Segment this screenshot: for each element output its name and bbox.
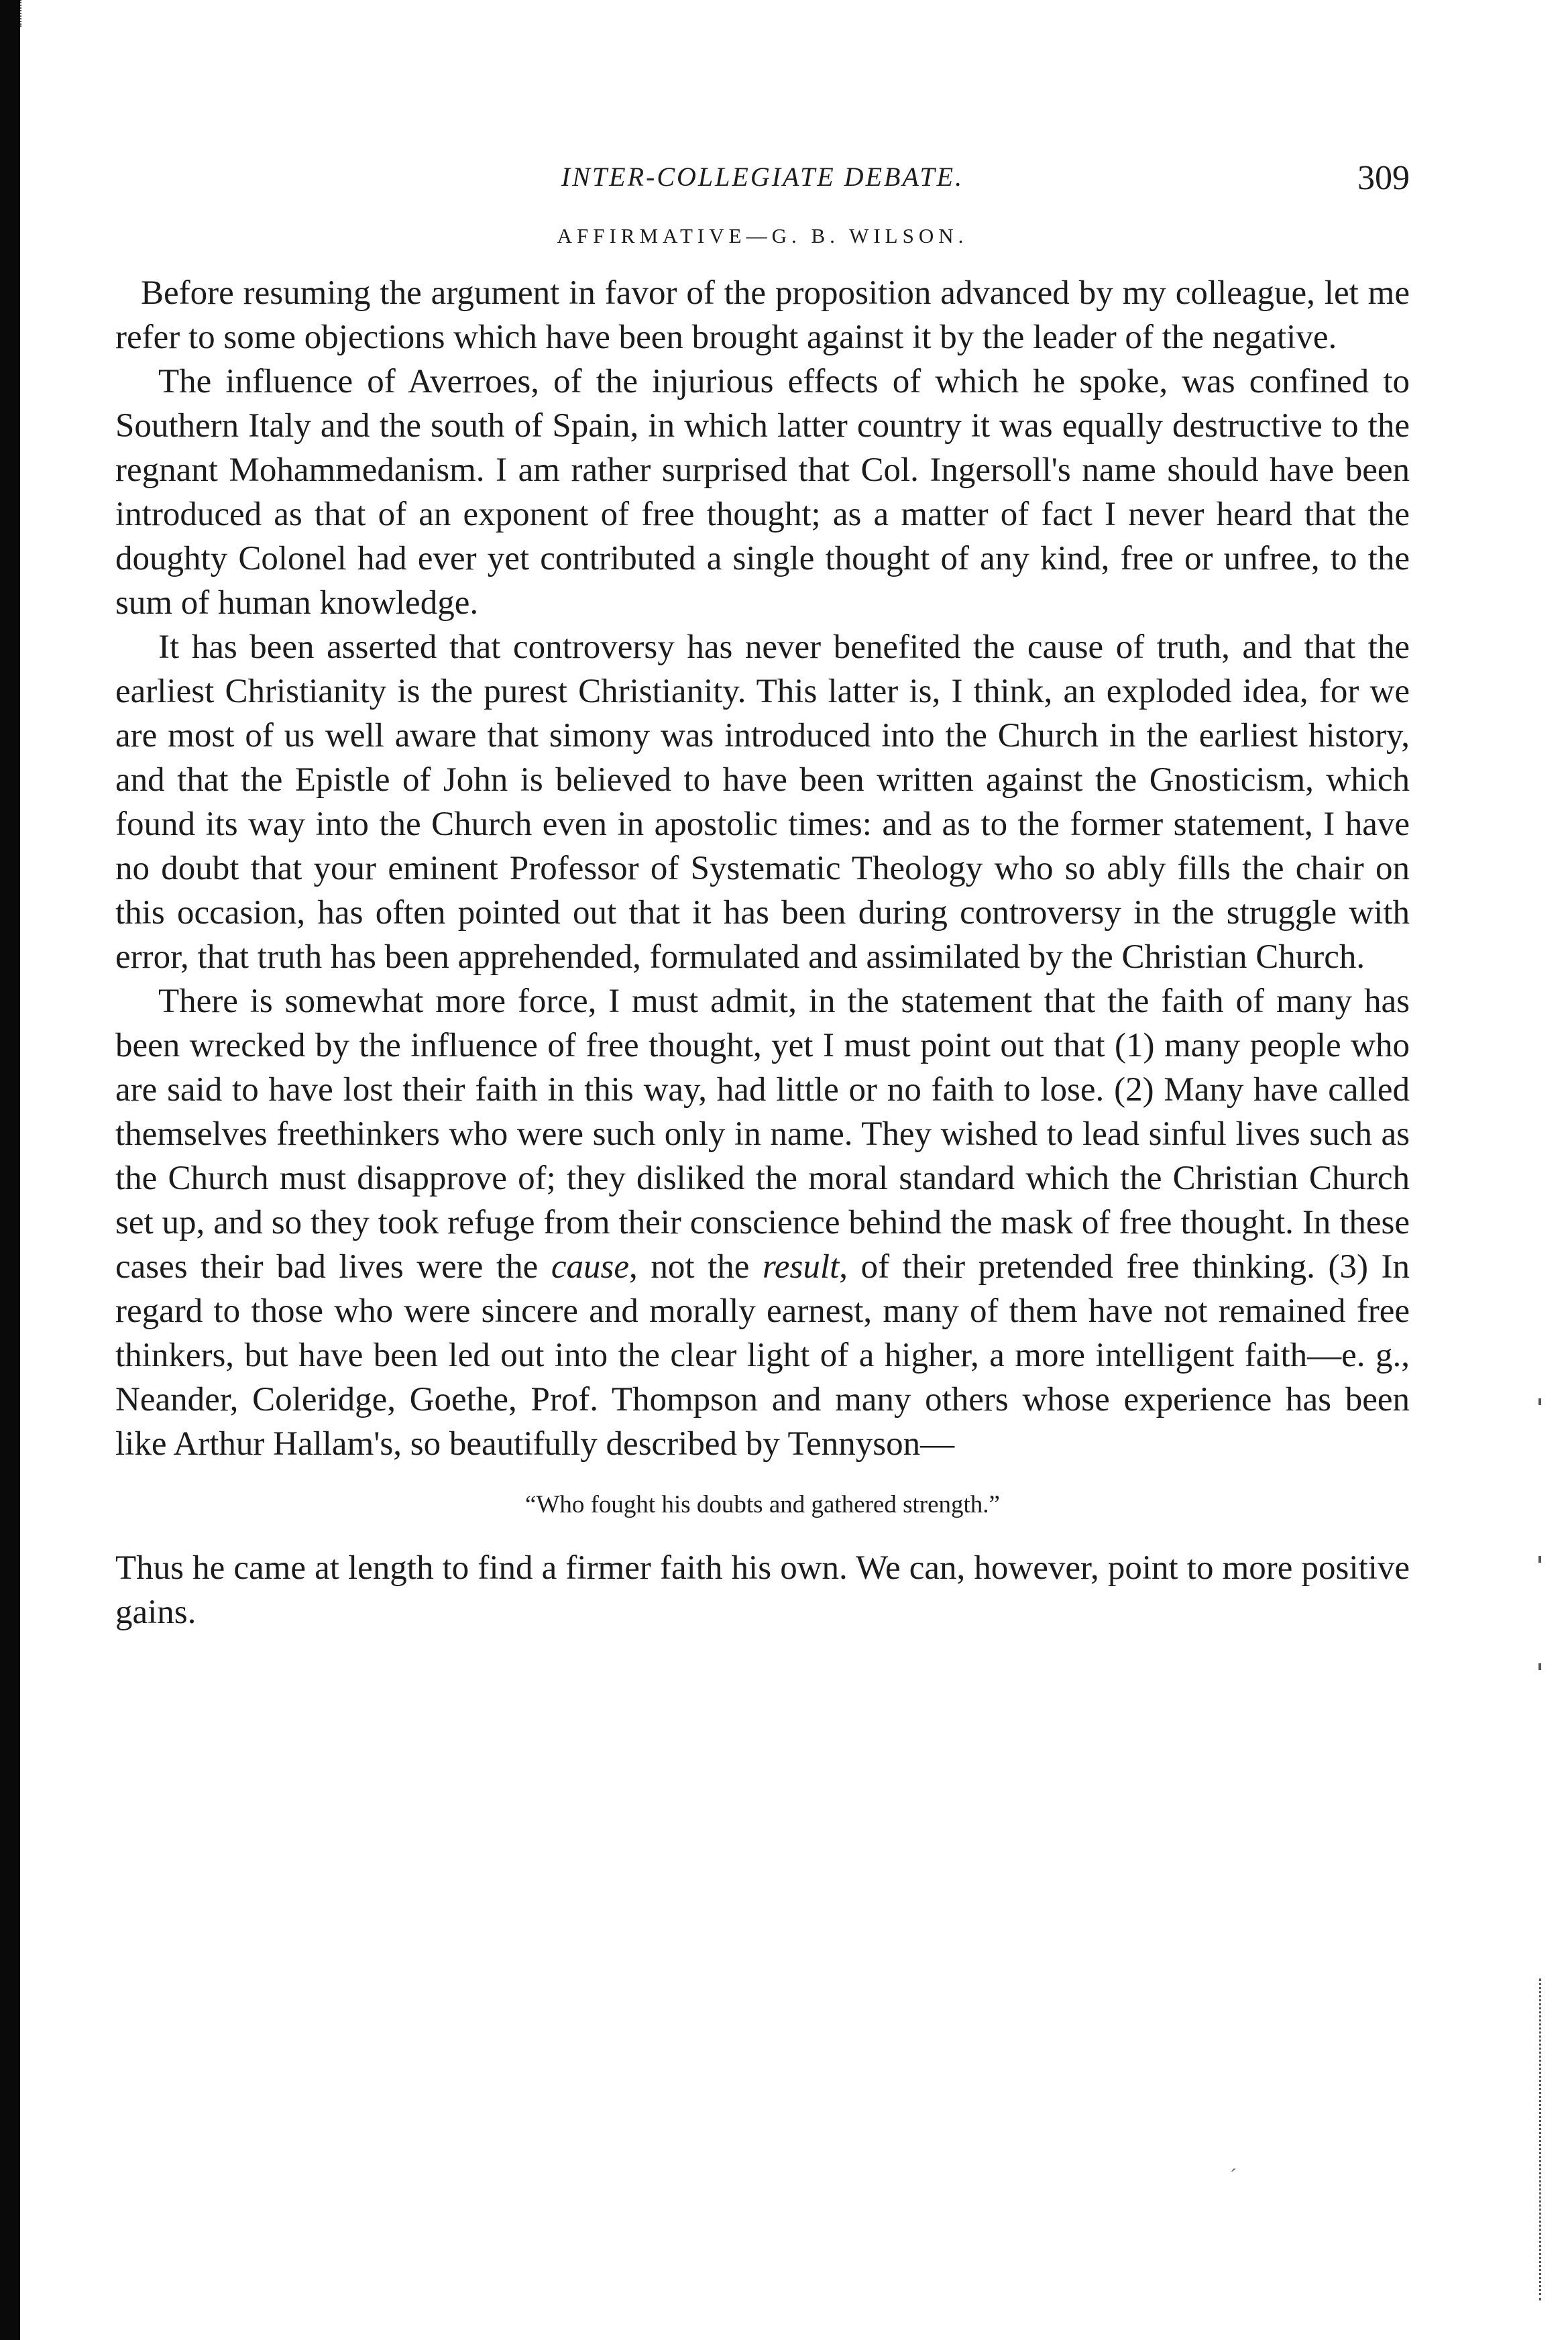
section-heading: AFFIRMATIVE—G. B. WILSON. (557, 224, 968, 247)
paragraph-2: The influence of Averroes, of the injurious effects of which he spoke, was confined to Southern Italy and the south of Spain, in which latter country it was equally destructive to the regnant Mohammedanism. I am rather surprised that Col. Ingersoll's name should have been introduced as that of an exponent of free thought; as a matter of fact I never heard that the doughty Colonel had ever yet contributed a single thought of any kind, free or unfree, to the sum of human knowledge. (115, 363, 1410, 622)
paragraph-4-text-a: There is somewhat more force, I must admit, in the statement that the faith of many has been wrecked by the influence of free thought, yet I must point out that (1) many people who are said to have lost their faith in this way, had little or no faith to lose. (2) Many have called themselves freethinkers who were such only in name. They wished to lead sinful lives such as the Church must disapprove of; they disliked the moral standard which the Christian Church set up, and so they took refuge from their conscience behind the mask of free thought. In these cases their bad lives were the (115, 983, 1410, 1286)
paragraph-4-text-b: , not the (629, 1248, 763, 1286)
running-title: INTER-COLLEGIATE DEBATE. (561, 162, 964, 192)
page-content (115, 134, 1410, 1634)
paragraph-1: Before resuming the argument in favor of the proposition advanced by my colleague, let me refer to some objections which have been brought against it by the leader of the negative. (115, 274, 1410, 356)
emphasis-result: result (762, 1248, 840, 1286)
paragraph-4-text-c: , of their pretended free thinking. (3) In regard to those who were sincere and morally earnest, many of them have not remained free thinkers, but have been led out into the clear light of a higher, a more intelligent faith—e. g., Neander, Coleridge, Goethe, Prof. Thompson and many others whose experience has been like Arthur Hallam's, so beautifully described by Tennyson— (115, 1248, 1410, 1463)
paragraph-4 (115, 979, 1410, 1466)
scan-artifact (1535, 1979, 1541, 2300)
binding-edge (0, 0, 20, 2340)
scan-artifact (1538, 1398, 1541, 1405)
paragraph-3: It has been asserted that controversy has never benefited the cause of truth, and that the earliest Christianity is the purest Christianity. This latter is, I think, an exploded idea, for we are most of us well aware that simony was introduced into the Church in the earliest history, and that the Epistle of John is believed to have been written against the Gnosticism, which found its way into the Church even in apostolic times: and as to the former statement, I have no doubt that your eminent Professor of Systematic Theology who so ably fills the chair on this occasion, has often pointed out that it has been during controversy in the struggle with error, that truth has been apprehended, formulated and assimilated by the Christian Church. (115, 628, 1410, 976)
scan-artifact (1538, 1663, 1541, 1670)
scan-artifact: ˊ (1230, 2165, 1237, 2187)
running-head (115, 134, 1410, 215)
page-number: 309 (1357, 159, 1410, 197)
scan-artifact (1538, 1556, 1541, 1563)
scan-artifact (20, 0, 27, 27)
paragraph-closing: Thus he came at length to find a firmer faith his own. We can, however, point to more positive gains. (115, 1549, 1410, 1631)
emphasis-cause: cause (551, 1248, 629, 1286)
block-quote: “Who fought his doubts and gathered strength.” (525, 1491, 1000, 1518)
